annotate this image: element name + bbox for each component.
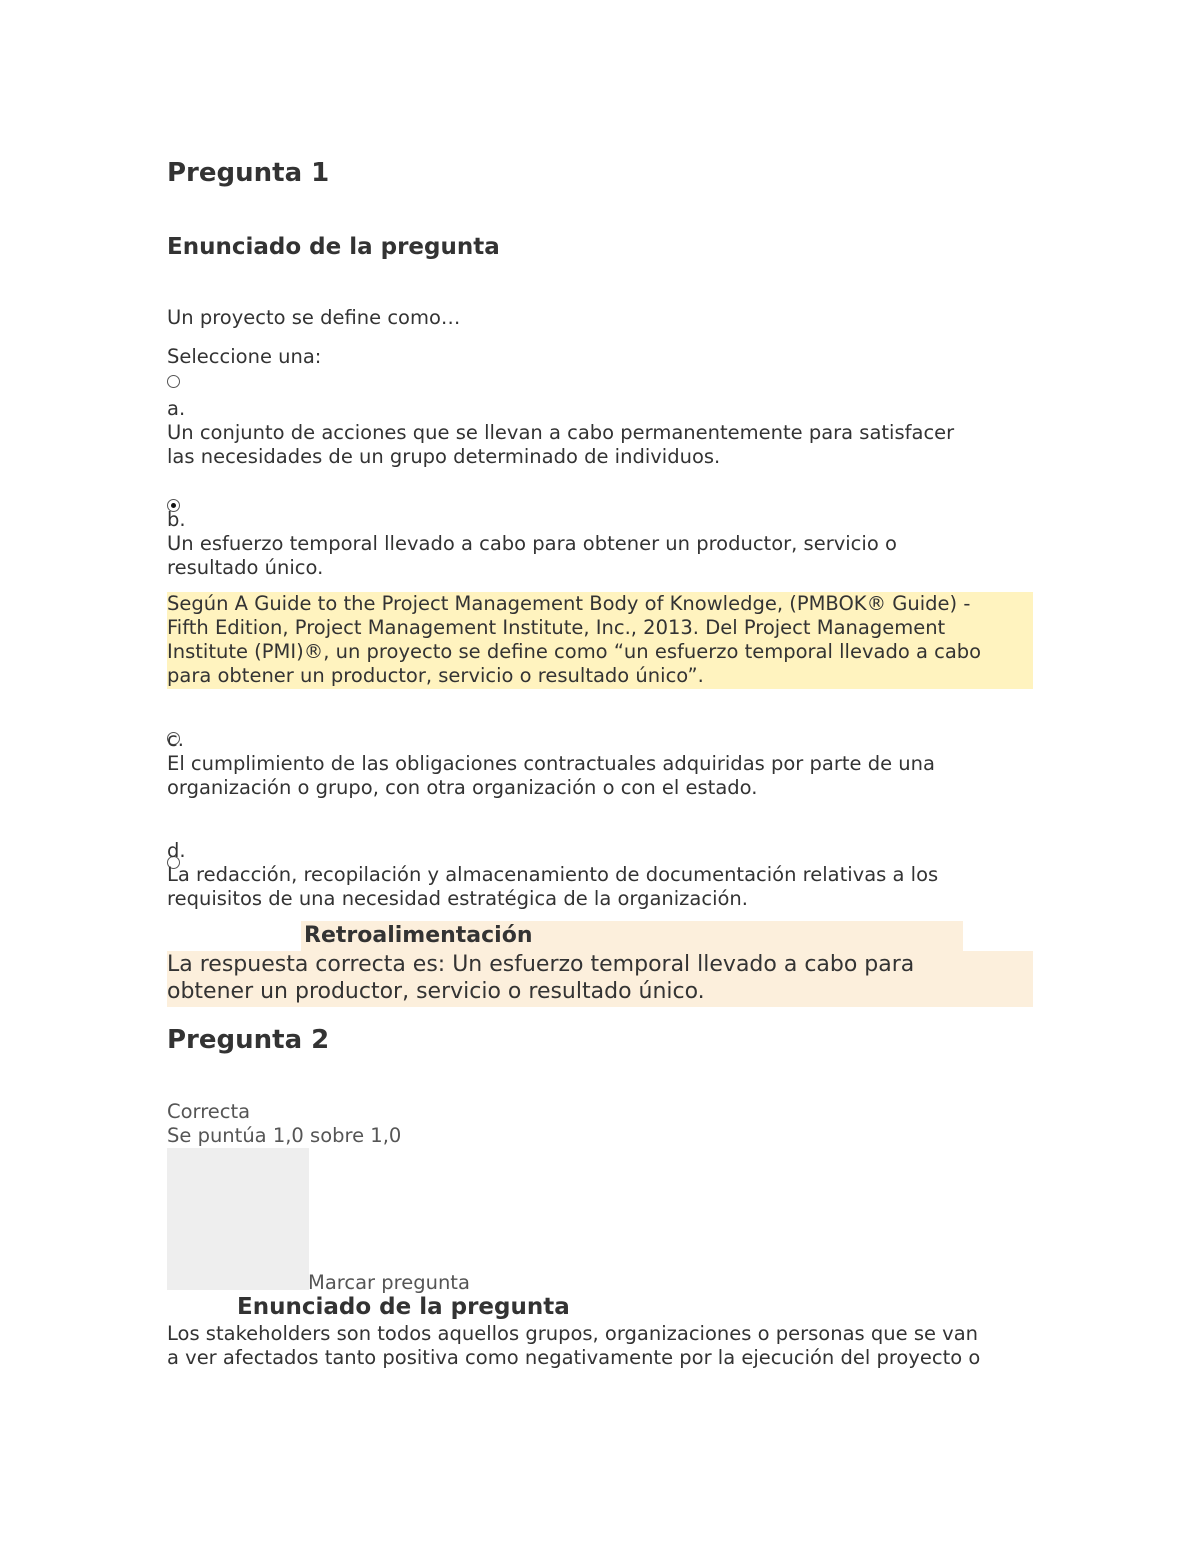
option-b-note-line-4: para obtener un productor, servicio o resultado único”. (167, 664, 704, 687)
option-b-text-line-1: Un esfuerzo temporal llevado a cabo para obtener un productor, servicio o (167, 532, 897, 555)
question-2-title: Pregunta 2 (167, 1025, 330, 1055)
feedback-line-2: obtener un productor, servicio o resultado único. (167, 979, 705, 1004)
option-c-letter: c. (167, 728, 184, 751)
option-c-text-line-1: El cumplimiento de las obligaciones contractuales adquiridas por parte de una (167, 752, 935, 775)
option-b-note-line-1: Según A Guide to the Project Management Body of Knowledge, (PMBOK® Guide) - (167, 592, 971, 615)
question-1-statement-heading: Enunciado de la pregunta (167, 234, 500, 260)
option-b-note-line-3: Institute (PMI)®, un proyecto se define como “un esfuerzo temporal llevado a cabo (167, 640, 982, 663)
option-b-note-line-2: Fifth Edition, Project Management Institute, Inc., 2013. Del Project Management (167, 616, 946, 639)
option-b-text-line-2: resultado único. (167, 556, 324, 579)
feedback-heading: Retroalimentación (301, 921, 963, 951)
feedback-box (167, 951, 1033, 1007)
question-1-title: Pregunta 1 (167, 158, 330, 188)
option-b-letter: b. (167, 508, 186, 531)
quiz-review-page (167, 0, 1033, 1369)
option-d-text-line-1: La redacción, recopilación y almacenamiento de documentación relativas a los (167, 863, 939, 886)
flag-question-link[interactable]: Marcar pregunta (308, 1271, 470, 1294)
question-2-status: Correcta (167, 1100, 251, 1123)
option-a-text-line-2: las necesidades de un grupo determinado de individuos. (167, 445, 721, 468)
option-d-text-line-2: requisitos de una necesidad estratégica de la organización. (167, 887, 748, 910)
feedback-line-1: La respuesta correcta es: Un esfuerzo temporal llevado a cabo para (167, 952, 915, 977)
question-2-statement-heading: Enunciado de la pregunta (237, 1294, 570, 1320)
select-prompt: Seleccione una: (167, 345, 322, 368)
option-a-radio[interactable] (167, 375, 180, 388)
question-2-statement-line-2: a ver afectados tanto positiva como negativamente por la ejecución del proyecto o (167, 1346, 981, 1369)
option-b-note (167, 592, 1033, 689)
flag-icon-placeholder[interactable] (167, 1148, 309, 1290)
option-a-text-line-1: Un conjunto de acciones que se llevan a cabo permanentemente para satisfacer (167, 421, 955, 444)
question-2-score: Se puntúa 1,0 sobre 1,0 (167, 1124, 402, 1147)
question-2-statement-line-1: Los stakeholders son todos aquellos grupos, organizaciones o personas que se van (167, 1322, 979, 1345)
option-a-letter: a. (167, 397, 186, 420)
option-d-letter: d. (167, 839, 186, 862)
question-1-statement: Un proyecto se define como… (167, 306, 461, 329)
option-c-text-line-2: organización o grupo, con otra organización o con el estado. (167, 776, 758, 799)
